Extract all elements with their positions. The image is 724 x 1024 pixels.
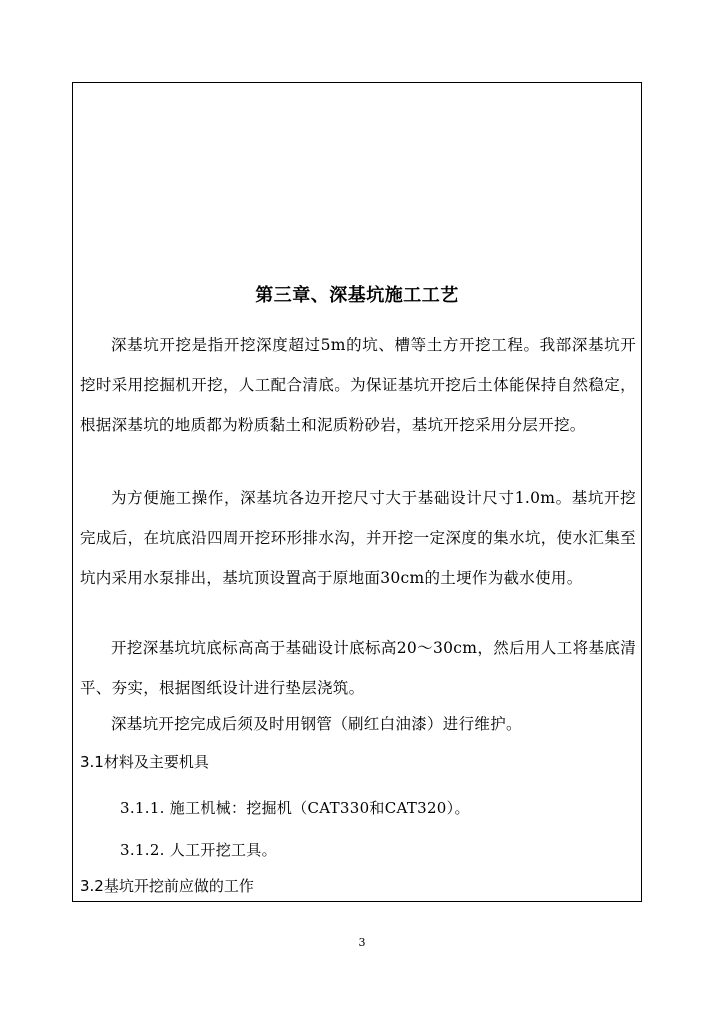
paragraph-base-leveling: 开挖深基坑坑底标高高于基础设计底标高20～30cm，然后用人工将基底清平、夯实，根据图纸设计进行垫层浇筑。	[80, 639, 636, 697]
paragraph-protection: 深基坑开挖完成后须及时用钢管（刷红白油漆）进行维护。	[111, 715, 522, 733]
chapter-title: 第三章、深基坑施工工艺	[255, 285, 459, 306]
list-item-3-1-1: 3.1.1. 施工机械：挖掘机（CAT330和CAT320）。	[120, 799, 470, 817]
list-item-3-1-2: 3.1.2. 人工开挖工具。	[120, 841, 277, 859]
paragraph-excavation-overview: 深基坑开挖是指开挖深度超过5m的坑、槽等土方开挖工程。我部深基坑开挖时采用挖掘机开挖，人工配合清底。为保证基坑开挖后土体能保持自然稳定，根据深基坑的地质都为粉质黏土和泥质粉砂岩，基坑开挖采用分层开挖。	[80, 336, 636, 434]
section-heading-3-1: 3.1材料及主要机具	[80, 753, 209, 771]
page-number: 3	[358, 936, 366, 949]
section-heading-3-2: 3.2基坑开挖前应做的工作	[80, 877, 254, 895]
paragraph-drainage: 为方便施工操作，深基坑各边开挖尺寸大于基础设计尺寸1.0m。基坑开挖完成后，在坑底沿四周开挖环形排水沟，并开挖一定深度的集水坑，使水汇集至坑内采用水泵排出，基坑顶设置高于原地面30cm的土埂作为截水使用。	[80, 489, 636, 587]
